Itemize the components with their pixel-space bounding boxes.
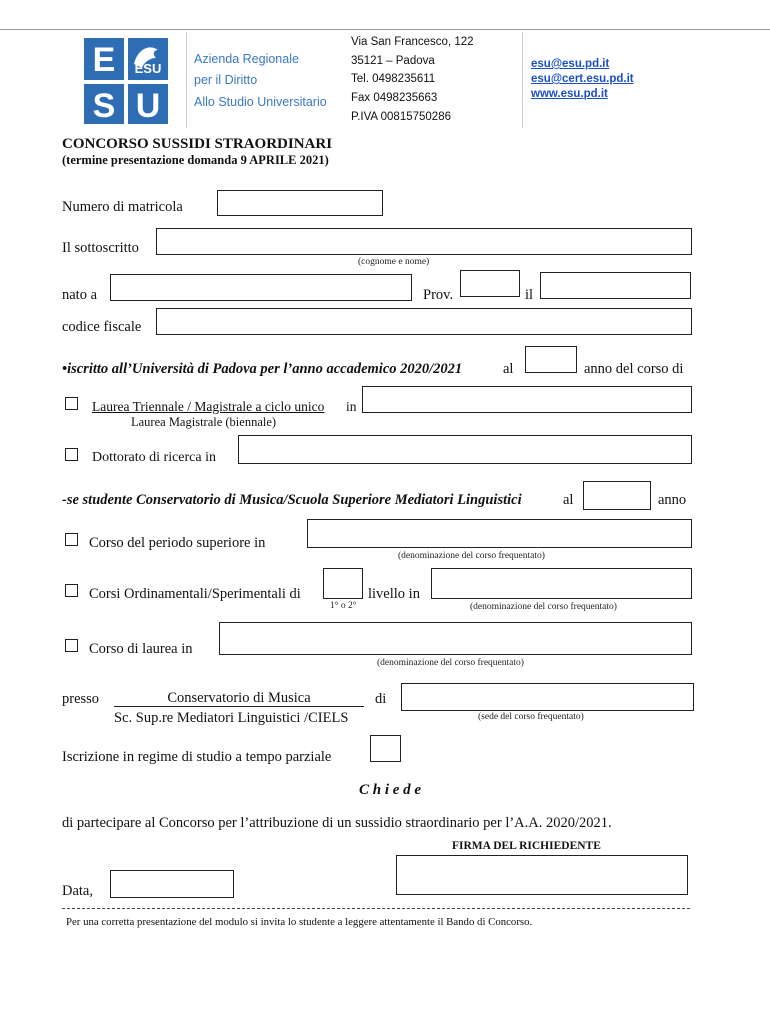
pec-link[interactable]: esu@cert.esu.pd.it [531,73,634,85]
corsi-ordinamentali-label: Corsi Ordinamentali/Sperimentali di [89,586,301,602]
birthdate-label: il [525,287,534,303]
dottorato-field[interactable] [238,435,692,464]
conservatorio-option[interactable]: Conservatorio di Musica [114,691,364,707]
part-time-label: Iscrizione in regime di studio a tempo parziale [62,749,332,765]
address-line: P.IVA 00815750286 [351,111,451,123]
signature-field[interactable] [396,855,688,895]
livello-label: livello in [368,586,420,602]
form-deadline: (termine presentazione domanda 9 APRILE 2021) [62,153,329,167]
livello-hint: 1° o 2° [330,601,357,611]
date-label: Data, [62,883,93,899]
address-line: Via San Francesco, 122 [351,36,474,48]
ciels-option[interactable]: Sc. Sup.re Mediatori Linguistici /CIELS [114,710,349,726]
laurea-magistrale-label: Laurea Magistrale (biennale) [131,415,277,429]
full-name-hint: (cognome e nome) [358,257,430,267]
di-label: di [375,691,387,707]
website-link[interactable]: www.esu.pd.it [531,88,608,100]
email-link[interactable]: esu@esu.pd.it [531,58,610,70]
logo-tile-lion [128,38,168,80]
corsi-ordinamentali-hint: (denominazione del corso frequentato) [470,602,617,612]
header-divider [522,32,523,128]
sede-field[interactable] [401,683,694,711]
corso-superiore-checkbox[interactable] [65,533,78,546]
corso-laurea-field[interactable] [219,622,692,655]
al-label: al [503,361,514,377]
corsi-ordinamentali-checkbox[interactable] [65,584,78,597]
anno-corso-label: anno del corso di [584,361,684,377]
org-line: Allo Studio Universitario [194,95,327,109]
corso-superiore-field[interactable] [307,519,692,548]
in-label: in [346,399,357,414]
province-label: Prov. [423,287,454,303]
al2-label: al [563,492,574,508]
signature-label: FIRMA DEL RICHIEDENTE [452,840,601,852]
laurea-triennale-label: Laurea Triennale / Magistrale a ciclo unico [92,399,325,414]
part-time-checkbox[interactable] [370,735,401,762]
course-year-field[interactable] [525,346,577,373]
date-field[interactable] [110,870,234,898]
livello-field[interactable] [323,568,363,599]
logo-tile-e: E [84,38,124,80]
form-title: CONCORSO SUSSIDI STRAORDINARI [62,136,333,152]
org-line: Azienda Regionale [194,52,299,66]
dottorato-label: Dottorato di ricerca in [92,450,217,465]
matricola-field[interactable] [217,190,383,216]
enrolled-label: •iscritto all’Università di Padova per l’anno accademico 2020/2021 [62,361,463,377]
corso-laurea-label: Corso di laurea in [89,641,193,657]
address-line: 35121 – Padova [351,55,435,67]
dottorato-checkbox[interactable] [65,448,78,461]
chiede-heading: C h i e d e [359,782,422,798]
tax-code-field[interactable] [156,308,692,335]
matricola-label: Numero di matricola [62,199,183,215]
corso-laurea-hint: (denominazione del corso frequentato) [377,658,524,668]
request-text: di partecipare al Concorso per l’attribuzione di un sussidio straordinario per l’A.A. 2020/2021. [62,815,612,831]
tax-code-label: codice fiscale [62,319,142,335]
birthplace-label: nato a [62,287,98,303]
corso-superiore-hint: (denominazione del corso frequentato) [398,551,545,561]
province-field[interactable] [460,270,520,297]
full-name-field[interactable] [156,228,692,255]
birthdate-field[interactable] [540,272,691,299]
corso-superiore-label: Corso del periodo superiore in [89,535,266,551]
laurea-checkbox[interactable] [65,397,78,410]
conservatorio-year-field[interactable] [583,481,651,510]
logo-tile-s: S [84,84,124,124]
laurea-course-field[interactable] [362,386,692,413]
corso-laurea-checkbox[interactable] [65,639,78,652]
footer-divider [62,908,690,909]
top-rule [0,29,770,30]
footer-note: Per una corretta presentazione del modulo si invita lo studente a leggere attentamente il Bando di Concorso. [66,916,533,928]
logo-tile-u: U [128,84,168,124]
presso-label: presso [62,691,100,707]
address-line: Tel. 0498235611 [351,73,436,85]
org-line: per il Diritto [194,73,258,87]
address-line: Fax 0498235663 [351,92,438,104]
birthplace-field[interactable] [110,274,412,301]
anno-label: anno [658,492,687,508]
conservatorio-label: -se studente Conservatorio di Musica/Scuola Superiore Mediatori Linguistici [62,492,522,508]
sottoscritto-label: Il sottoscritto [62,240,139,256]
corsi-ordinamentali-field[interactable] [431,568,692,599]
sede-hint: (sede del corso frequentato) [478,712,584,722]
logo-badge: ESU [134,61,162,76]
header-divider [186,32,187,128]
